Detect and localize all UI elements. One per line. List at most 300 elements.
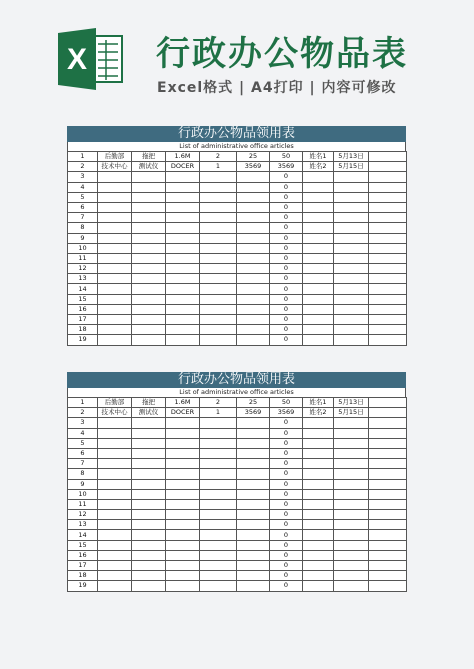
- table-cell[interactable]: 5: [68, 438, 98, 448]
- table-cell[interactable]: 0: [270, 581, 303, 591]
- table-cell[interactable]: 姓名2: [303, 162, 334, 172]
- table-cell[interactable]: [303, 479, 334, 489]
- table-cell[interactable]: 2: [200, 152, 237, 162]
- table-cell[interactable]: [369, 469, 407, 479]
- table-cell[interactable]: 1.6M: [166, 398, 200, 408]
- table-cell[interactable]: [98, 540, 132, 550]
- table-cell[interactable]: [334, 571, 369, 581]
- table-cell[interactable]: 0: [270, 530, 303, 540]
- table-cell[interactable]: 7: [68, 459, 98, 469]
- table-cell[interactable]: [166, 172, 200, 182]
- table-cell[interactable]: [237, 581, 270, 591]
- table-cell[interactable]: [200, 448, 237, 458]
- table-cell[interactable]: [200, 540, 237, 550]
- table-cell[interactable]: [303, 438, 334, 448]
- table-cell[interactable]: 15: [68, 540, 98, 550]
- table-cell[interactable]: 0: [270, 274, 303, 284]
- table-cell[interactable]: 测试仪: [132, 162, 166, 172]
- table-cell[interactable]: 3: [68, 172, 98, 182]
- table-cell[interactable]: [369, 479, 407, 489]
- table-cell[interactable]: [369, 499, 407, 509]
- table-cell[interactable]: [200, 202, 237, 212]
- table-cell[interactable]: [237, 294, 270, 304]
- table-cell[interactable]: 姓名1: [303, 398, 334, 408]
- table-cell[interactable]: 18: [68, 571, 98, 581]
- table-cell[interactable]: [334, 264, 369, 274]
- table-cell[interactable]: 0: [270, 469, 303, 479]
- table-cell[interactable]: [237, 243, 270, 253]
- table-cell[interactable]: [200, 253, 237, 263]
- table-cell[interactable]: [200, 561, 237, 571]
- table-cell[interactable]: [334, 192, 369, 202]
- table-cell[interactable]: [166, 550, 200, 560]
- table-cell[interactable]: [237, 264, 270, 274]
- table-cell[interactable]: [334, 304, 369, 314]
- table-cell[interactable]: [303, 510, 334, 520]
- table-cell[interactable]: 0: [270, 520, 303, 530]
- table-cell[interactable]: 2: [68, 162, 98, 172]
- table-cell[interactable]: [200, 264, 237, 274]
- table-cell[interactable]: 0: [270, 304, 303, 314]
- table-cell[interactable]: [369, 550, 407, 560]
- table-cell[interactable]: [200, 459, 237, 469]
- table-cell[interactable]: [166, 530, 200, 540]
- table-cell[interactable]: [166, 284, 200, 294]
- table-cell[interactable]: 5: [68, 192, 98, 202]
- table-cell[interactable]: 12: [68, 510, 98, 520]
- table-cell[interactable]: 1: [68, 398, 98, 408]
- table-cell[interactable]: [334, 202, 369, 212]
- table-cell[interactable]: [369, 304, 407, 314]
- table-cell[interactable]: [369, 274, 407, 284]
- table-cell[interactable]: [237, 274, 270, 284]
- table-cell[interactable]: [303, 418, 334, 428]
- table-cell[interactable]: 0: [270, 192, 303, 202]
- table-cell[interactable]: [98, 243, 132, 253]
- table-cell[interactable]: [334, 438, 369, 448]
- table-cell[interactable]: 16: [68, 550, 98, 560]
- table-cell[interactable]: [132, 530, 166, 540]
- table-cell[interactable]: [334, 335, 369, 345]
- table-cell[interactable]: [303, 192, 334, 202]
- table-cell[interactable]: [132, 469, 166, 479]
- table-cell[interactable]: [98, 284, 132, 294]
- table-cell[interactable]: [237, 489, 270, 499]
- table-cell[interactable]: [132, 274, 166, 284]
- table-cell[interactable]: [132, 520, 166, 530]
- table-cell[interactable]: [334, 428, 369, 438]
- table-cell[interactable]: [303, 520, 334, 530]
- table-cell[interactable]: [200, 192, 237, 202]
- table-cell[interactable]: [303, 202, 334, 212]
- table-cell[interactable]: 0: [270, 202, 303, 212]
- table-cell[interactable]: [237, 448, 270, 458]
- table-cell[interactable]: [369, 571, 407, 581]
- table-cell[interactable]: 后勤部: [98, 398, 132, 408]
- table-cell[interactable]: 1.6M: [166, 152, 200, 162]
- table-cell[interactable]: [132, 448, 166, 458]
- table-cell[interactable]: [200, 530, 237, 540]
- table-cell[interactable]: [334, 182, 369, 192]
- table-cell[interactable]: 6: [68, 202, 98, 212]
- table-cell[interactable]: 9: [68, 233, 98, 243]
- table-cell[interactable]: [98, 264, 132, 274]
- table-cell[interactable]: 14: [68, 284, 98, 294]
- table-cell[interactable]: 1: [200, 408, 237, 418]
- table-cell[interactable]: [237, 213, 270, 223]
- table-cell[interactable]: [369, 489, 407, 499]
- table-cell[interactable]: [369, 459, 407, 469]
- table-cell[interactable]: 17: [68, 561, 98, 571]
- table-cell[interactable]: [132, 550, 166, 560]
- table-cell[interactable]: [369, 152, 407, 162]
- table-cell[interactable]: [334, 499, 369, 509]
- table-cell[interactable]: [200, 510, 237, 520]
- table-cell[interactable]: [369, 315, 407, 325]
- table-cell[interactable]: [98, 459, 132, 469]
- table-cell[interactable]: 0: [270, 448, 303, 458]
- table-cell[interactable]: [369, 284, 407, 294]
- table-cell[interactable]: [237, 469, 270, 479]
- table-cell[interactable]: 7: [68, 213, 98, 223]
- table-cell[interactable]: 25: [237, 152, 270, 162]
- table-cell[interactable]: 3569: [270, 408, 303, 418]
- table-cell[interactable]: [369, 398, 407, 408]
- table-cell[interactable]: [166, 335, 200, 345]
- table-cell[interactable]: [166, 325, 200, 335]
- table-cell[interactable]: 17: [68, 315, 98, 325]
- table-cell[interactable]: [237, 418, 270, 428]
- table-cell[interactable]: [132, 571, 166, 581]
- table-cell[interactable]: [200, 213, 237, 223]
- table-cell[interactable]: DOCER: [166, 162, 200, 172]
- table-cell[interactable]: [334, 510, 369, 520]
- table-cell[interactable]: 0: [270, 325, 303, 335]
- table-cell[interactable]: [98, 294, 132, 304]
- table-cell[interactable]: 5月13日: [334, 398, 369, 408]
- table-cell[interactable]: [132, 284, 166, 294]
- table-cell[interactable]: [237, 192, 270, 202]
- table-cell[interactable]: 0: [270, 172, 303, 182]
- table-cell[interactable]: [200, 418, 237, 428]
- table-cell[interactable]: [166, 233, 200, 243]
- table-cell[interactable]: [166, 489, 200, 499]
- table-cell[interactable]: [303, 294, 334, 304]
- table-cell[interactable]: 0: [270, 479, 303, 489]
- table-cell[interactable]: [200, 243, 237, 253]
- table-cell[interactable]: [303, 530, 334, 540]
- table-cell[interactable]: [132, 253, 166, 263]
- table-cell[interactable]: 4: [68, 428, 98, 438]
- table-cell[interactable]: [303, 550, 334, 560]
- table-cell[interactable]: [303, 253, 334, 263]
- table-cell[interactable]: [166, 182, 200, 192]
- table-cell[interactable]: 0: [270, 223, 303, 233]
- table-cell[interactable]: 0: [270, 499, 303, 509]
- table-cell[interactable]: [369, 561, 407, 571]
- table-cell[interactable]: [166, 304, 200, 314]
- table-cell[interactable]: 0: [270, 418, 303, 428]
- table-cell[interactable]: [132, 304, 166, 314]
- table-cell[interactable]: 0: [270, 489, 303, 499]
- table-cell[interactable]: [369, 202, 407, 212]
- table-cell[interactable]: [303, 172, 334, 182]
- table-cell[interactable]: [237, 335, 270, 345]
- table-cell[interactable]: [98, 274, 132, 284]
- table-cell[interactable]: 0: [270, 428, 303, 438]
- table-cell[interactable]: [200, 479, 237, 489]
- table-cell[interactable]: [98, 172, 132, 182]
- table-cell[interactable]: [98, 448, 132, 458]
- table-cell[interactable]: [237, 223, 270, 233]
- table-cell[interactable]: 0: [270, 510, 303, 520]
- table-cell[interactable]: [132, 315, 166, 325]
- table-cell[interactable]: [334, 530, 369, 540]
- table-cell[interactable]: [334, 172, 369, 182]
- table-cell[interactable]: 14: [68, 530, 98, 540]
- table-cell[interactable]: [132, 264, 166, 274]
- table-cell[interactable]: [369, 540, 407, 550]
- table-cell[interactable]: 6: [68, 448, 98, 458]
- table-cell[interactable]: [303, 540, 334, 550]
- table-cell[interactable]: [132, 223, 166, 233]
- table-cell[interactable]: [369, 253, 407, 263]
- table-cell[interactable]: [369, 294, 407, 304]
- table-cell[interactable]: [98, 581, 132, 591]
- table-cell[interactable]: [303, 335, 334, 345]
- table-cell[interactable]: [303, 499, 334, 509]
- table-cell[interactable]: [98, 561, 132, 571]
- table-cell[interactable]: [200, 223, 237, 233]
- table-cell[interactable]: [132, 213, 166, 223]
- table-cell[interactable]: [369, 223, 407, 233]
- table-cell[interactable]: [303, 182, 334, 192]
- table-cell[interactable]: [200, 182, 237, 192]
- table-cell[interactable]: [303, 581, 334, 591]
- table-cell[interactable]: [132, 540, 166, 550]
- table-cell[interactable]: 3569: [270, 162, 303, 172]
- table-cell[interactable]: [166, 459, 200, 469]
- table-cell[interactable]: [303, 561, 334, 571]
- table-cell[interactable]: [200, 499, 237, 509]
- table-cell[interactable]: [166, 499, 200, 509]
- table-cell[interactable]: [132, 325, 166, 335]
- table-cell[interactable]: 15: [68, 294, 98, 304]
- table-cell[interactable]: 3569: [237, 408, 270, 418]
- table-cell[interactable]: 2: [68, 408, 98, 418]
- table-cell[interactable]: [369, 172, 407, 182]
- table-cell[interactable]: [166, 520, 200, 530]
- table-cell[interactable]: [237, 520, 270, 530]
- table-cell[interactable]: [334, 223, 369, 233]
- table-cell[interactable]: 1: [200, 162, 237, 172]
- table-cell[interactable]: [303, 469, 334, 479]
- table-cell[interactable]: 18: [68, 325, 98, 335]
- table-cell[interactable]: 10: [68, 243, 98, 253]
- table-cell[interactable]: [237, 202, 270, 212]
- table-cell[interactable]: [166, 223, 200, 233]
- table-cell[interactable]: [237, 499, 270, 509]
- table-cell[interactable]: [369, 192, 407, 202]
- table-cell[interactable]: [303, 428, 334, 438]
- table-cell[interactable]: [237, 325, 270, 335]
- table-cell[interactable]: [132, 561, 166, 571]
- table-cell[interactable]: [369, 233, 407, 243]
- table-cell[interactable]: 测试仪: [132, 408, 166, 418]
- table-cell[interactable]: [303, 223, 334, 233]
- table-cell[interactable]: [132, 335, 166, 345]
- table-cell[interactable]: [369, 264, 407, 274]
- table-cell[interactable]: 12: [68, 264, 98, 274]
- table-cell[interactable]: 11: [68, 253, 98, 263]
- table-cell[interactable]: [166, 418, 200, 428]
- table-cell[interactable]: [369, 428, 407, 438]
- table-cell[interactable]: [132, 233, 166, 243]
- table-cell[interactable]: 11: [68, 499, 98, 509]
- table-cell[interactable]: [303, 284, 334, 294]
- table-cell[interactable]: [334, 284, 369, 294]
- table-cell[interactable]: [200, 550, 237, 560]
- table-cell[interactable]: [200, 469, 237, 479]
- table-cell[interactable]: [166, 448, 200, 458]
- table-cell[interactable]: [132, 428, 166, 438]
- table-cell[interactable]: 姓名2: [303, 408, 334, 418]
- table-cell[interactable]: 13: [68, 274, 98, 284]
- table-cell[interactable]: 4: [68, 182, 98, 192]
- table-cell[interactable]: [334, 489, 369, 499]
- table-cell[interactable]: [303, 233, 334, 243]
- table-cell[interactable]: 9: [68, 479, 98, 489]
- table-cell[interactable]: [98, 469, 132, 479]
- table-cell[interactable]: [166, 540, 200, 550]
- table-cell[interactable]: 0: [270, 459, 303, 469]
- table-cell[interactable]: [237, 182, 270, 192]
- table-cell[interactable]: [132, 172, 166, 182]
- table-cell[interactable]: [166, 315, 200, 325]
- table-cell[interactable]: [132, 294, 166, 304]
- table-cell[interactable]: [237, 540, 270, 550]
- table-cell[interactable]: [303, 213, 334, 223]
- table-cell[interactable]: [98, 428, 132, 438]
- table-cell[interactable]: [334, 243, 369, 253]
- table-cell[interactable]: [334, 581, 369, 591]
- table-cell[interactable]: 技术中心: [98, 408, 132, 418]
- table-cell[interactable]: [132, 510, 166, 520]
- table-cell[interactable]: 技术中心: [98, 162, 132, 172]
- table-cell[interactable]: [98, 213, 132, 223]
- table-cell[interactable]: [334, 469, 369, 479]
- table-cell[interactable]: [334, 325, 369, 335]
- table-cell[interactable]: [369, 335, 407, 345]
- table-cell[interactable]: [369, 438, 407, 448]
- table-cell[interactable]: [166, 479, 200, 489]
- table-cell[interactable]: [200, 233, 237, 243]
- table-cell[interactable]: [200, 325, 237, 335]
- table-cell[interactable]: 8: [68, 223, 98, 233]
- table-cell[interactable]: [132, 192, 166, 202]
- table-cell[interactable]: [334, 274, 369, 284]
- table-cell[interactable]: 50: [270, 398, 303, 408]
- table-cell[interactable]: [98, 192, 132, 202]
- table-cell[interactable]: 0: [270, 540, 303, 550]
- table-cell[interactable]: [237, 550, 270, 560]
- table-cell[interactable]: [237, 479, 270, 489]
- table-cell[interactable]: [237, 304, 270, 314]
- table-cell[interactable]: [303, 571, 334, 581]
- table-cell[interactable]: [98, 550, 132, 560]
- table-cell[interactable]: 5月15日: [334, 162, 369, 172]
- table-cell[interactable]: [166, 264, 200, 274]
- table-cell[interactable]: [166, 571, 200, 581]
- table-cell[interactable]: [334, 540, 369, 550]
- table-cell[interactable]: [98, 489, 132, 499]
- table-cell[interactable]: [237, 253, 270, 263]
- table-cell[interactable]: [200, 520, 237, 530]
- table-cell[interactable]: 拖把: [132, 152, 166, 162]
- table-cell[interactable]: [98, 510, 132, 520]
- table-cell[interactable]: [334, 520, 369, 530]
- table-cell[interactable]: [200, 315, 237, 325]
- table-cell[interactable]: [98, 520, 132, 530]
- table-cell[interactable]: [369, 408, 407, 418]
- table-cell[interactable]: [334, 233, 369, 243]
- table-cell[interactable]: [334, 561, 369, 571]
- table-cell[interactable]: [166, 510, 200, 520]
- table-cell[interactable]: [166, 581, 200, 591]
- table-cell[interactable]: 5月13日: [334, 152, 369, 162]
- table-cell[interactable]: 13: [68, 520, 98, 530]
- table-cell[interactable]: [200, 284, 237, 294]
- table-cell[interactable]: [303, 274, 334, 284]
- table-cell[interactable]: 19: [68, 581, 98, 591]
- table-cell[interactable]: [200, 294, 237, 304]
- table-cell[interactable]: [237, 284, 270, 294]
- table-cell[interactable]: [303, 264, 334, 274]
- table-cell[interactable]: [200, 489, 237, 499]
- table-cell[interactable]: [132, 202, 166, 212]
- table-cell[interactable]: [132, 479, 166, 489]
- table-cell[interactable]: [98, 202, 132, 212]
- table-cell[interactable]: 0: [270, 571, 303, 581]
- table-cell[interactable]: [369, 581, 407, 591]
- table-cell[interactable]: [98, 438, 132, 448]
- table-cell[interactable]: 8: [68, 469, 98, 479]
- table-cell[interactable]: 0: [270, 438, 303, 448]
- table-cell[interactable]: [334, 253, 369, 263]
- table-cell[interactable]: [369, 325, 407, 335]
- table-cell[interactable]: 0: [270, 253, 303, 263]
- table-cell[interactable]: [166, 561, 200, 571]
- table-cell[interactable]: 1: [68, 152, 98, 162]
- table-cell[interactable]: 10: [68, 489, 98, 499]
- table-cell[interactable]: [132, 438, 166, 448]
- table-cell[interactable]: [237, 233, 270, 243]
- table-cell[interactable]: [369, 162, 407, 172]
- table-cell[interactable]: [200, 274, 237, 284]
- table-cell[interactable]: [237, 459, 270, 469]
- table-cell[interactable]: [98, 499, 132, 509]
- table-cell[interactable]: [200, 571, 237, 581]
- table-cell[interactable]: [334, 479, 369, 489]
- table-cell[interactable]: 0: [270, 233, 303, 243]
- table-cell[interactable]: [98, 223, 132, 233]
- table-cell[interactable]: [369, 243, 407, 253]
- table-cell[interactable]: [334, 448, 369, 458]
- table-cell[interactable]: DOCER: [166, 408, 200, 418]
- table-cell[interactable]: [237, 571, 270, 581]
- table-cell[interactable]: [98, 418, 132, 428]
- table-cell[interactable]: [334, 213, 369, 223]
